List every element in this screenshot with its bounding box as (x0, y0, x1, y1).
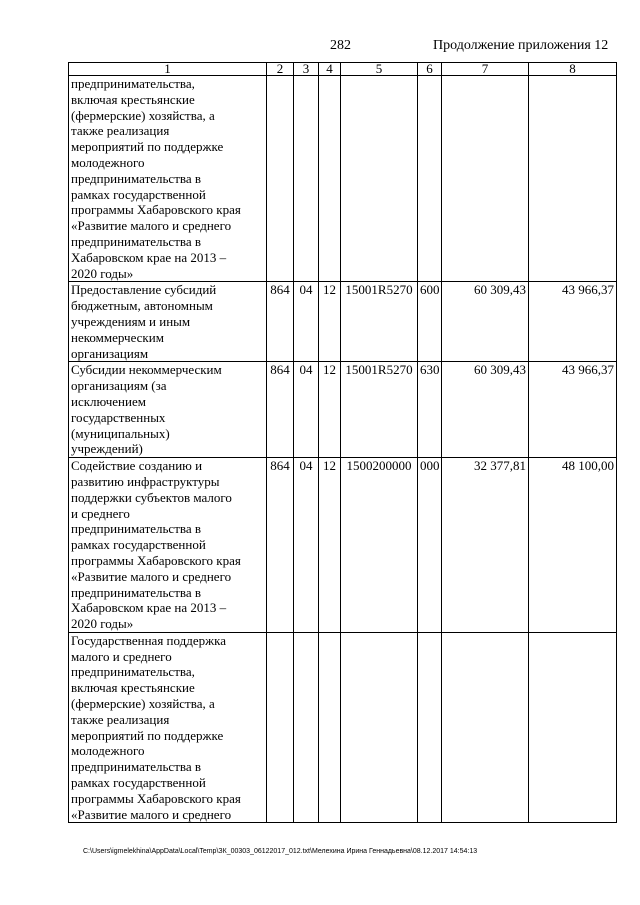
amount-2020-cell (529, 76, 617, 282)
col-header-1: 1 (69, 63, 267, 76)
amount-2019-cell: 32 377,81 (442, 458, 529, 633)
description-line: предпринимательства в (71, 584, 202, 600)
description-line: предпринимательства в (71, 233, 202, 249)
table-row (69, 282, 617, 362)
continuation-title: Продолжение приложения 12 (433, 38, 609, 53)
description-line: программы Хабаровского края (71, 552, 241, 568)
ministry-code-cell (267, 632, 294, 823)
ministry-code-cell (267, 76, 294, 282)
section-code-cell: 04 (294, 362, 319, 458)
ministry-code-cell: 864 (267, 362, 294, 458)
description-line: Предоставление субсидий (71, 282, 217, 298)
description-line: Хабаровском крае на 2013 – (71, 600, 227, 616)
description-line: предпринимательства в (71, 170, 202, 186)
target-article-cell: 15001R5270 (341, 282, 418, 362)
description-line: «Развитие малого и среднего (71, 568, 232, 584)
description-line: включая крестьянские (71, 91, 195, 107)
col-header-7: 7 (442, 63, 529, 76)
description-line: рамках государственной (71, 775, 206, 791)
subsection-code-cell (319, 632, 341, 823)
expense-type-cell (418, 76, 442, 282)
subsection-code-cell (319, 76, 341, 282)
description-line: Содействие созданию и (71, 458, 203, 474)
description-line: мероприятий по поддержке (71, 727, 224, 743)
description-line: предпринимательства в (71, 759, 202, 775)
description-line: (фермерские) хозяйства, а (71, 107, 215, 123)
table-row (69, 458, 617, 633)
description-line: Субсидии некоммерческим (71, 362, 222, 378)
description-line: организациям (71, 345, 149, 361)
description-line: поддержки субъектов малого (71, 489, 232, 505)
header-row (69, 63, 617, 76)
subsection-code-cell: 12 (319, 362, 341, 458)
expense-type-cell (418, 632, 442, 823)
ministry-code-cell: 864 (267, 458, 294, 633)
row-description (69, 76, 267, 282)
col-header-4: 4 (319, 63, 341, 76)
page-number: 282 (330, 38, 351, 53)
subsection-code-cell: 12 (319, 282, 341, 362)
col-header-6: 6 (418, 63, 442, 76)
description-line: также реализация (71, 123, 170, 139)
col-header-2: 2 (267, 63, 294, 76)
description-line: развитию инфраструктуры (71, 473, 220, 489)
description-line: рамках государственной (71, 186, 206, 202)
description-line: рамках государственной (71, 537, 206, 553)
section-code-cell: 04 (294, 458, 319, 633)
description-line: программы Хабаровского края (71, 202, 241, 218)
description-line: бюджетным, автономным (71, 298, 213, 314)
row-description (69, 632, 267, 823)
amount-2020-cell: 48 100,00 (529, 458, 617, 633)
description-line: некоммерческим (71, 329, 164, 345)
target-article-cell: 15001R5270 (341, 362, 418, 458)
description-line: предпринимательства, (71, 76, 195, 91)
description-line: и среднего (71, 505, 130, 521)
description-line: Государственная поддержка (71, 632, 227, 648)
target-article-cell (341, 76, 418, 282)
subsection-code-cell: 12 (319, 458, 341, 633)
amount-2019-cell (442, 632, 529, 823)
table-row (69, 76, 617, 282)
ministry-code-cell: 864 (267, 282, 294, 362)
description-line: «Развитие малого и среднего (71, 806, 232, 822)
description-line: «Развитие малого и среднего (71, 218, 232, 234)
amount-2019-cell: 60 309,43 (442, 282, 529, 362)
description-line: (муниципальных) (71, 425, 170, 441)
description-line: государственных (71, 409, 166, 425)
table-row (69, 632, 617, 823)
expense-type-cell: 630 (418, 362, 442, 458)
row-description (69, 362, 267, 458)
footer-file-path: C:\Users\igmelekhina\AppData\Local\Temp\ЗК_00303_06122017_012.txt\Мелехина Ирина Геннадьевна\08.12.2017 14:54:13 (83, 848, 478, 855)
description-line: учреждений) (71, 441, 143, 457)
description-line: (фермерские) хозяйства, а (71, 696, 215, 712)
table-row (69, 362, 617, 458)
row-description (69, 282, 267, 362)
description-line: предпринимательства в (71, 521, 202, 537)
description-line: молодежного (71, 154, 145, 170)
description-line: молодежного (71, 743, 145, 759)
row-description (69, 458, 267, 633)
amount-2020-cell: 43 966,37 (529, 282, 617, 362)
description-line: 2020 годы» (71, 265, 134, 281)
description-line: мероприятий по поддержке (71, 139, 224, 155)
description-line: включая крестьянские (71, 680, 195, 696)
col-header-5: 5 (341, 63, 418, 76)
section-code-cell (294, 76, 319, 282)
target-article-cell (341, 632, 418, 823)
col-header-8: 8 (529, 63, 617, 76)
description-line: 2020 годы» (71, 616, 134, 632)
amount-2020-cell (529, 632, 617, 823)
description-line: малого и среднего (71, 648, 172, 664)
section-code-cell (294, 632, 319, 823)
target-article-cell: 1500200000 (341, 458, 418, 633)
amount-2020-cell: 43 966,37 (529, 362, 617, 458)
col-header-3: 3 (294, 63, 319, 76)
expense-type-cell: 000 (418, 458, 442, 633)
description-line: программы Хабаровского края (71, 790, 241, 806)
description-line: организациям (за (71, 378, 167, 394)
description-line: учреждениям и иным (71, 313, 191, 329)
description-line: также реализация (71, 711, 170, 727)
amount-2019-cell: 60 309,43 (442, 362, 529, 458)
expense-type-cell: 600 (418, 282, 442, 362)
description-line: исключением (71, 393, 146, 409)
budget-table (68, 62, 617, 823)
amount-2019-cell (442, 76, 529, 282)
description-line: Хабаровском крае на 2013 – (71, 249, 227, 265)
description-line: предпринимательства, (71, 664, 195, 680)
section-code-cell: 04 (294, 282, 319, 362)
